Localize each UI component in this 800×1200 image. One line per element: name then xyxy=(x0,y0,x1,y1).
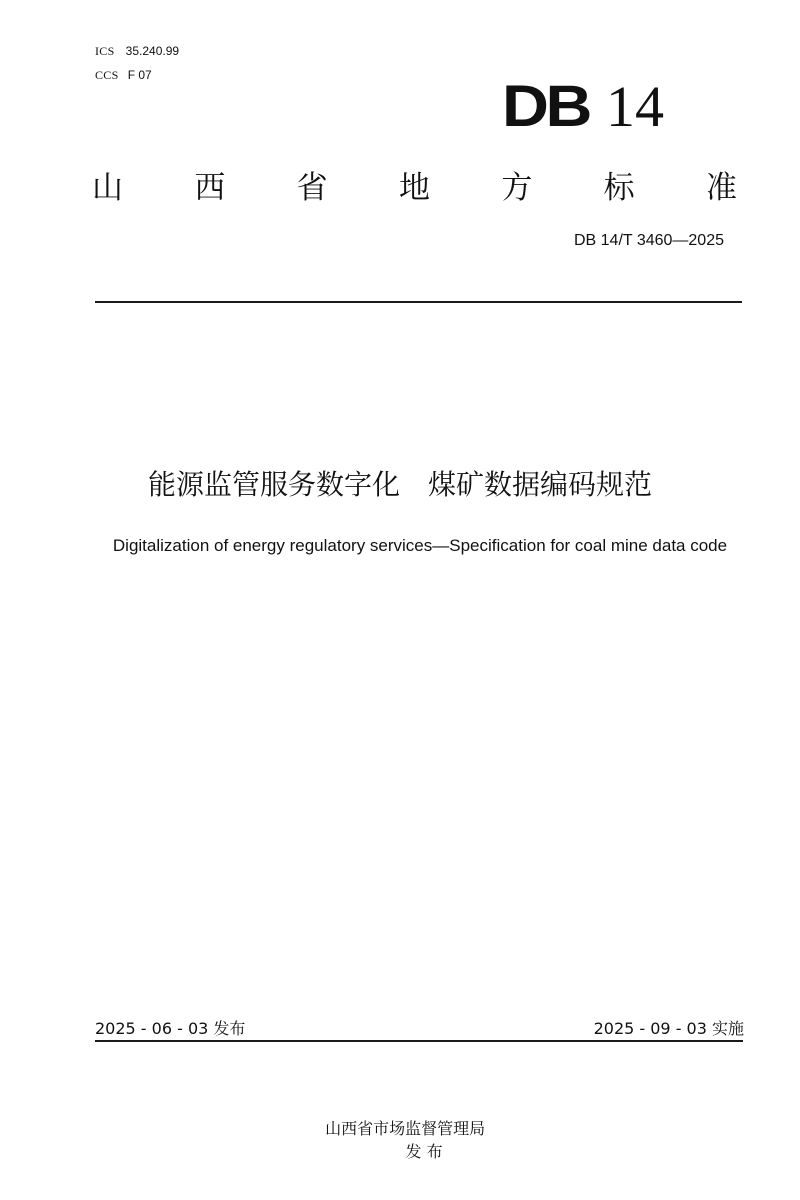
ics-value: 35.240.99 xyxy=(125,44,180,58)
standard-type-char: 标 xyxy=(603,170,635,206)
ccs-value: F 07 xyxy=(127,68,152,82)
standard-type-heading xyxy=(92,168,737,208)
db-mark-prefix: DB xyxy=(502,74,590,139)
standard-type-char: 地 xyxy=(398,170,430,206)
bottom-divider xyxy=(95,1040,743,1042)
implementation-date: 2025 - 09 - 03 实施 xyxy=(593,1019,744,1038)
title-chinese: 能源监管服务数字化 煤矿数据编码规范 xyxy=(147,468,652,501)
ccs-label: CCS xyxy=(95,68,119,82)
db-standard-mark xyxy=(502,72,702,142)
issuer-name: 山西省市场监督管理局 xyxy=(325,1119,486,1138)
standard-number: DB 14/T 3460—2025 xyxy=(573,232,724,249)
ics-label: ICS xyxy=(95,44,115,58)
ics-row xyxy=(95,40,179,62)
standard-type-char: 准 xyxy=(705,170,737,206)
standard-type-char: 方 xyxy=(501,170,533,206)
standard-type-char: 省 xyxy=(296,170,328,206)
issue-date: 2025 - 06 - 03 发布 xyxy=(95,1019,246,1038)
top-divider xyxy=(95,301,742,303)
db-mark-number: 14 xyxy=(606,74,664,139)
ccs-row xyxy=(95,64,179,86)
classification-block xyxy=(95,40,179,86)
issuer-line xyxy=(0,1097,800,1162)
standard-type-char: 山 xyxy=(92,170,123,206)
issuer-action: 发 布 xyxy=(405,1142,443,1161)
title-english: Digitalization of energy regulatory services—Specification for coal mine data code xyxy=(112,536,728,555)
standard-type-char: 西 xyxy=(194,170,226,206)
